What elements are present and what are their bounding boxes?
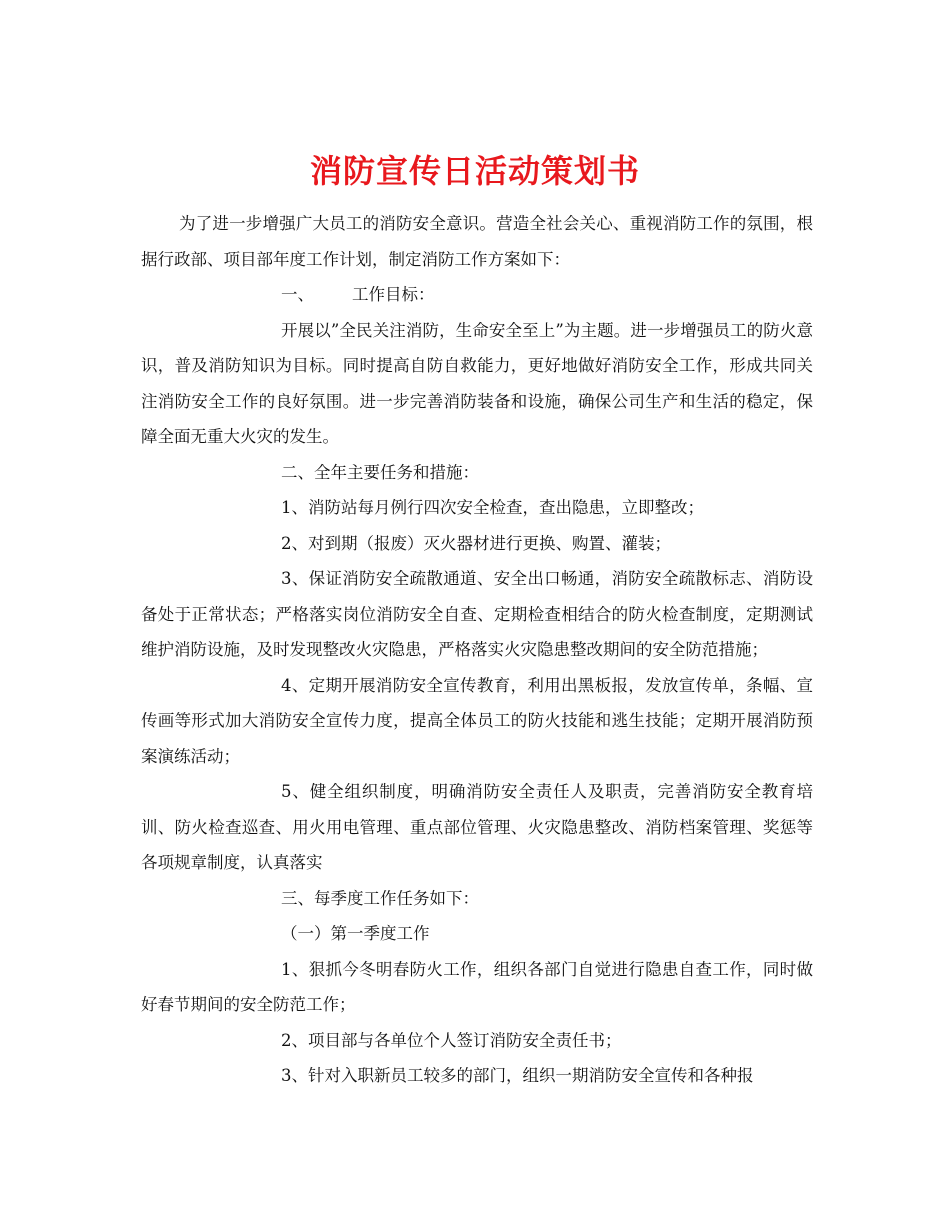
section-3-item: 2、项目部与各单位个人签订消防安全责任书； [281, 1030, 622, 1050]
section-2-item: 4、定期开展消防安全宣传教育，利用出黑板报，发放宣传单，条幅、宣传画等形式加大消防安全宣传力度，提高全体员工的防火技能和逃生技能；定期开展消防预案演练活动； [141, 675, 813, 766]
section-3-heading: 三、每季度工作任务如下： [281, 888, 479, 908]
section-3-item: 1、狠抓今冬明春防火工作，组织各部门自觉进行隐患自查工作，同时做好春节期间的安全防范工作； [141, 959, 813, 1014]
document-title: 消防宣传日活动策划书 [309, 152, 640, 191]
section-2-item: 5、健全组织制度，明确消防安全责任人及职责，完善消防安全教育培训、防火检查巡查、用火用电管理、重点部位管理、火灾隐患整改、消防档案管理、奖惩等各项规章制度，认真落实 [141, 782, 813, 872]
section-2-item: 1、消防站每月例行四次安全检查，查出隐患，立即整改； [281, 498, 704, 517]
section-3-subheading: （一）第一季度工作 [281, 924, 430, 943]
document-body [141, 206, 813, 1094]
section-2-item: 3、保证消防安全疏散通道、安全出口畅通，消防安全疏散标志、消防设备处于正常状态；严格落实岗位消防安全自查、定期检查相结合的防火检查制度，定期测试维护消防设施，及时发现整改火灾隐患，严格落实火灾隐患整改期间的安全防范措施； [141, 569, 813, 659]
section-2-heading: 二、全年主要任务和措施： [281, 462, 479, 482]
intro-paragraph: 为了进一步增强广大员工的消防安全意识。营造全社会关心、重视消防工作的氛围，根据行政部、项目部年度工作计划，制定消防工作方案如下： [141, 214, 813, 269]
section-1-heading [141, 277, 813, 313]
section-1-text: 开展以”全民关注消防，生命安全至上”为主题。进一步增强员工的防火意识，普及消防知识为目标。同时提高自防自救能力，更好地做好消防安全工作，形成共同关注消防安全工作的良好氛围。进一步完善消防装备和设施，确保公司生产和生活的稳定，保障全面无重大火灾的发生。 [141, 320, 813, 446]
section-2-item: 2、对到期（报废）灭火器材进行更换、购置、灌装； [281, 533, 671, 553]
section-1-number: 一、 [281, 285, 314, 304]
section-1-heading-text: 工作目标： [352, 285, 435, 304]
section-3-item: 3、针对入职新员工较多的部门，组织一期消防安全宣传和各种报 [281, 1066, 754, 1085]
